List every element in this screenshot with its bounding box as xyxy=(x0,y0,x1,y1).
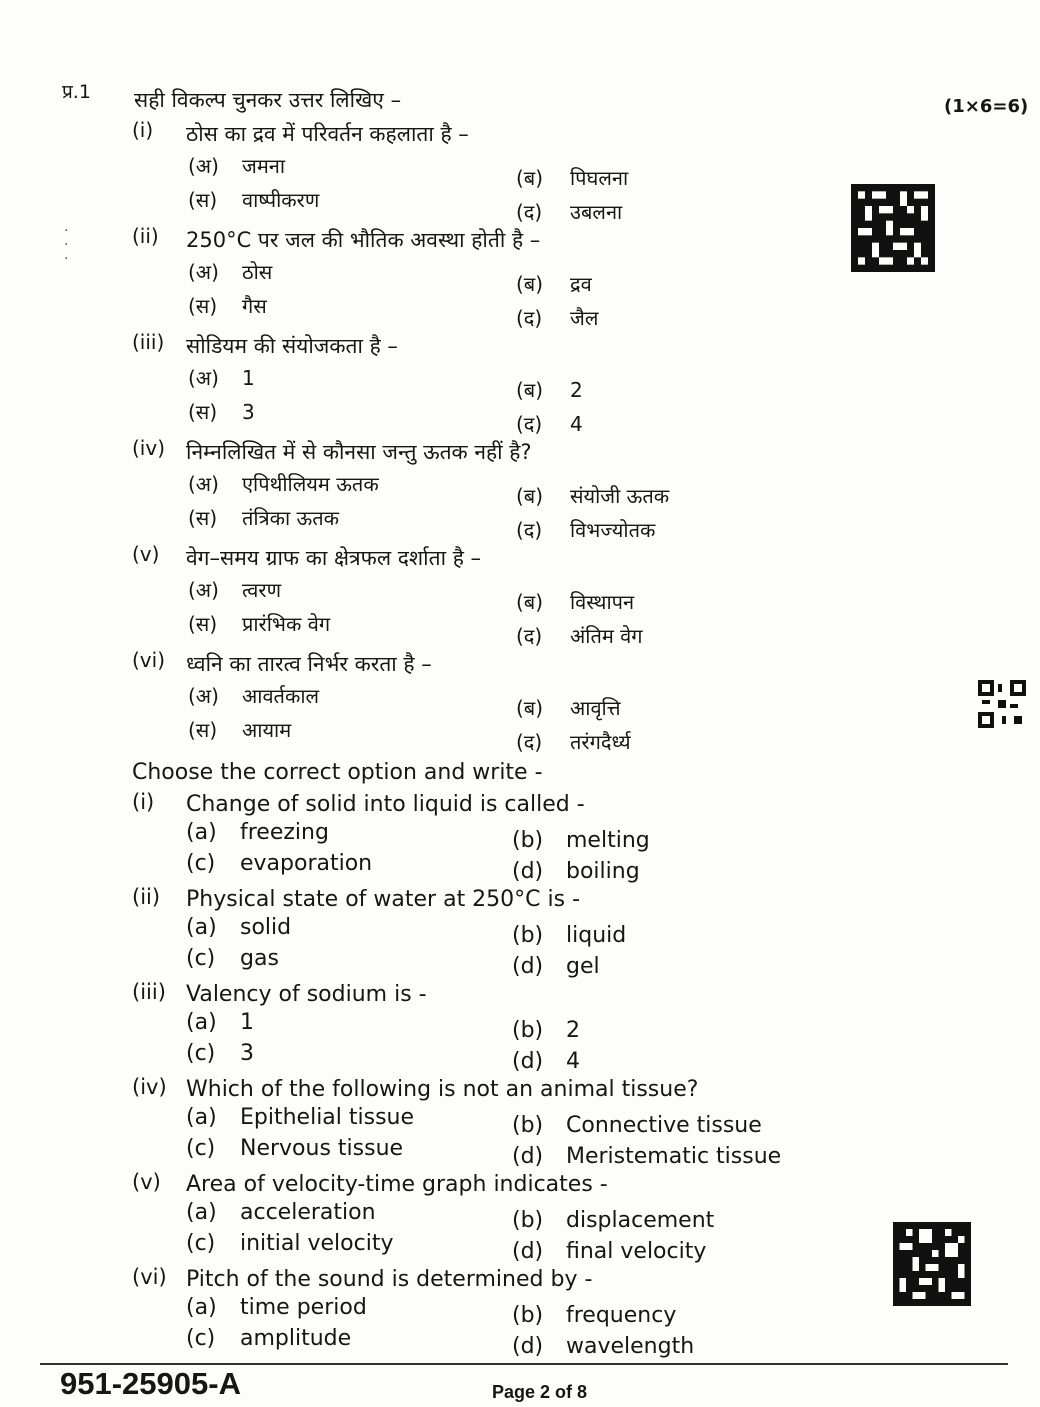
option-d: (द) अंतिम वेग xyxy=(516,624,643,648)
option-b: (ब) विस्थापन xyxy=(516,590,635,614)
question-hi-6 xyxy=(0,648,1040,754)
option-a: (a) freezing xyxy=(186,820,329,845)
question-en-2 xyxy=(0,885,1040,980)
question-number: (iii) xyxy=(132,980,166,1004)
question-text: ध्वनि का तारत्व निर्भर करता है – xyxy=(186,652,432,676)
question-text: Which of the following is not an animal tissue? xyxy=(186,1077,699,1102)
option-d: (d) wavelength xyxy=(512,1334,695,1359)
option-c: (स) 3 xyxy=(188,400,255,424)
question-text: Physical state of water at 250°C is - xyxy=(186,887,581,912)
option-b: (b) liquid xyxy=(512,923,627,948)
question-text: ठोस का द्रव में परिवर्तन कहलाता है – xyxy=(186,122,469,146)
option-a: (अ) जमना xyxy=(188,154,286,178)
question-en-5 xyxy=(0,1170,1040,1265)
question-number: (ii) xyxy=(132,885,161,909)
option-a: (अ) त्वरण xyxy=(188,578,282,602)
question-number: (i) xyxy=(132,790,155,814)
option-b: (ब) द्रव xyxy=(516,272,592,296)
question-text: निम्नलिखित में से कौनसा जन्तु ऊतक नहीं है? xyxy=(186,440,532,464)
option-d: (द) विभज्योतक xyxy=(516,518,656,542)
question-text: सोडियम की संयोजकता है – xyxy=(186,334,398,358)
option-c: (c) gas xyxy=(186,946,279,971)
question-number: (i) xyxy=(132,118,154,142)
option-a: (अ) 1 xyxy=(188,366,255,390)
question-en-3 xyxy=(0,980,1040,1075)
option-d: (द) उबलना xyxy=(516,200,623,224)
datamatrix-code-icon xyxy=(893,1222,971,1306)
hindi-instruction: सही विकल्प चुनकर उत्तर लिखिए – xyxy=(134,88,402,112)
marks-label: (1×6=6) xyxy=(944,96,1029,117)
question-en-1 xyxy=(0,790,1040,885)
question-number: (v) xyxy=(132,542,160,566)
question-text: Change of solid into liquid is called - xyxy=(186,792,585,817)
question-number: (iv) xyxy=(132,1075,167,1099)
question-hi-4 xyxy=(0,436,1040,542)
option-c: (c) amplitude xyxy=(186,1326,352,1351)
question-text: वेग–समय ग्राफ का क्षेत्रफल दर्शाता है – xyxy=(186,546,482,570)
option-d: (d) boiling xyxy=(512,859,640,884)
question-text: Valency of sodium is - xyxy=(186,982,427,1007)
question-text: Area of velocity-time graph indicates - xyxy=(186,1172,608,1197)
english-question-block xyxy=(0,790,1040,1360)
question-en-6 xyxy=(0,1265,1040,1360)
option-d: (d) Meristematic tissue xyxy=(512,1144,782,1169)
question-number: (iii) xyxy=(132,330,165,354)
question-number: (vi) xyxy=(132,1265,167,1289)
option-b: (ब) संयोजी ऊतक xyxy=(516,484,670,508)
option-b: (b) displacement xyxy=(512,1208,715,1233)
question-text: 250°C पर जल की भौतिक अवस्था होती है – xyxy=(186,228,541,252)
question-en-4 xyxy=(0,1075,1040,1170)
option-c: (c) evaporation xyxy=(186,851,373,876)
option-b: (ब) आवृत्ति xyxy=(516,696,621,720)
option-c: (स) प्रारंभिक वेग xyxy=(188,612,331,636)
datamatrix-code-icon xyxy=(851,184,935,272)
option-c: (स) तंत्रिका ऊतक xyxy=(188,506,339,530)
english-instruction: Choose the correct option and write - xyxy=(132,760,543,785)
option-c: (स) वाष्पीकरण xyxy=(188,188,320,212)
question-number: (vi) xyxy=(132,648,165,672)
footer-divider xyxy=(40,1363,1008,1365)
option-c: (c) Nervous tissue xyxy=(186,1136,404,1161)
question-number: (iv) xyxy=(132,436,165,460)
option-a: (अ) ठोस xyxy=(188,260,273,284)
option-c: (स) गैस xyxy=(188,294,267,318)
option-c: (स) आयाम xyxy=(188,718,292,742)
option-b: (b) 2 xyxy=(512,1018,580,1043)
page-number: Page 2 of 8 xyxy=(492,1382,588,1402)
paper-code: 951-25905-A xyxy=(60,1366,241,1401)
option-b: (b) melting xyxy=(512,828,650,853)
option-a: (a) acceleration xyxy=(186,1200,376,1225)
option-b: (b) frequency xyxy=(512,1303,677,1328)
option-b: (ब) पिघलना xyxy=(516,166,629,190)
option-c: (c) initial velocity xyxy=(186,1231,394,1256)
option-d: (द) जैल xyxy=(516,306,599,330)
option-d: (d) gel xyxy=(512,954,600,979)
option-d: (द) तरंगदैर्ध्य xyxy=(516,730,631,754)
option-a: (a) solid xyxy=(186,915,292,940)
question-number: (ii) xyxy=(132,224,159,248)
option-a: (अ) आवर्तकाल xyxy=(188,684,320,708)
option-d: (द) 4 xyxy=(516,412,583,436)
option-d: (d) final velocity xyxy=(512,1239,707,1264)
option-b: (b) Connective tissue xyxy=(512,1113,762,1138)
option-a: (अ) एपिथीलियम ऊतक xyxy=(188,472,379,496)
margin-dots: · · · xyxy=(64,223,69,267)
option-a: (a) time period xyxy=(186,1295,367,1320)
option-a: (a) Epithelial tissue xyxy=(186,1105,415,1130)
question-hi-3 xyxy=(0,330,1040,436)
option-a: (a) 1 xyxy=(186,1010,254,1035)
question-label: प्र.1 xyxy=(62,81,91,103)
question-number: (v) xyxy=(132,1170,161,1194)
question-hi-5 xyxy=(0,542,1040,648)
qr-code-icon xyxy=(978,680,1026,728)
question-text: Pitch of the sound is determined by - xyxy=(186,1267,593,1292)
option-d: (d) 4 xyxy=(512,1049,580,1074)
option-c: (c) 3 xyxy=(186,1041,254,1066)
option-b: (ब) 2 xyxy=(516,378,583,402)
